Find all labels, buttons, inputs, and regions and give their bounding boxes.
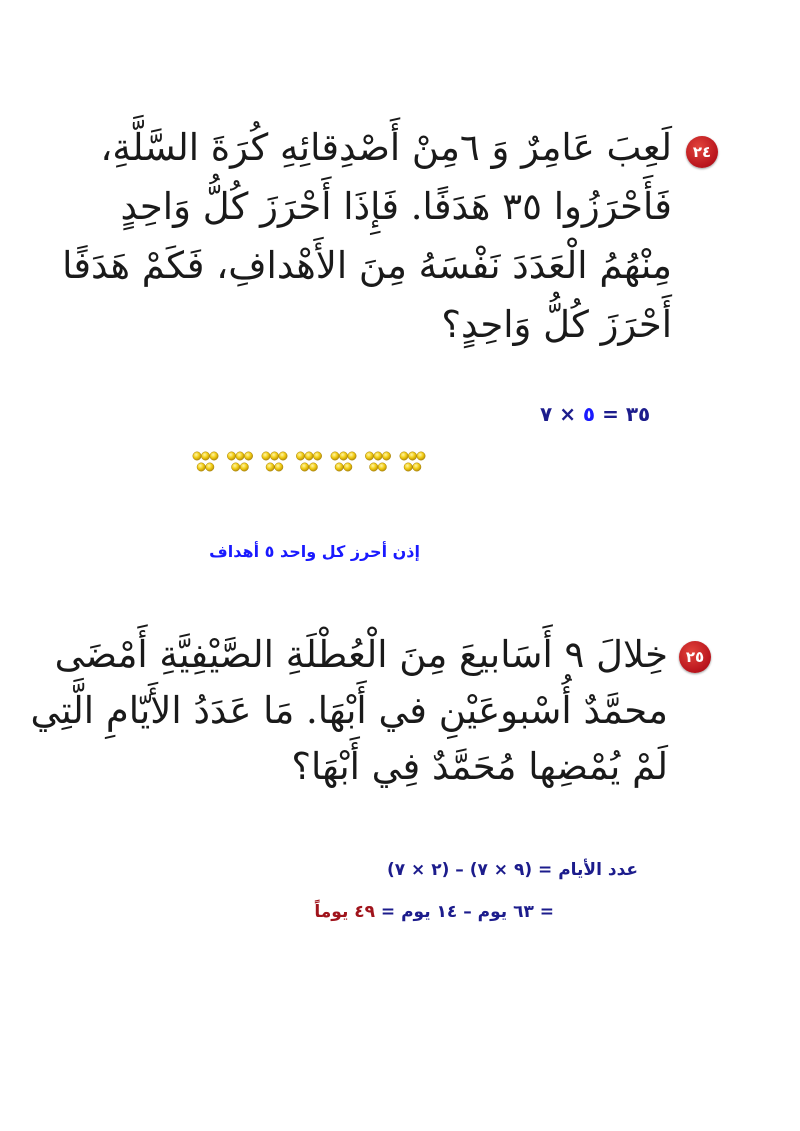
- problem-24-answer-text: إذن أحرز كل واحد ٥ أهداف: [209, 542, 420, 561]
- coin: [275, 463, 283, 471]
- coin: [197, 463, 205, 471]
- equation-times: ×: [559, 402, 576, 426]
- problem-24-number-badge: ٢٤: [686, 136, 718, 168]
- problem-25-number-badge: ٢٥: [679, 641, 711, 673]
- coin: [365, 452, 373, 460]
- problem-24-text: [62, 118, 672, 354]
- problem-25-line: محمَّدٌ أُسْبوعَيْنِ في أَبْهَا. مَا عَدَدُ الأَيّامِ الَّتِي: [30, 689, 668, 732]
- coin: [232, 463, 240, 471]
- coin: [374, 452, 382, 460]
- coin-group: [193, 452, 425, 471]
- coin: [400, 452, 408, 460]
- coin: [296, 452, 304, 460]
- coin: [266, 463, 274, 471]
- problem-25-text: [30, 627, 668, 795]
- problem-25-line: خِلالَ ٩ أَسَابيعَ مِنَ الْعُطْلَةِ الصَّيْفِيَّةِ أَمْضَى: [54, 633, 668, 676]
- coin: [378, 463, 386, 471]
- coin: [210, 452, 218, 460]
- coin: [270, 452, 278, 460]
- coin: [313, 452, 321, 460]
- coin: [227, 452, 235, 460]
- coin: [382, 452, 390, 460]
- coin: [344, 463, 352, 471]
- coin: [339, 452, 347, 460]
- coin: [206, 463, 214, 471]
- coin: [408, 452, 416, 460]
- coin: [309, 463, 317, 471]
- equation-total: ٣٥: [625, 402, 651, 426]
- coin: [244, 452, 252, 460]
- equation-answer: ٥: [582, 402, 596, 426]
- coin: [348, 452, 356, 460]
- coin: [413, 463, 421, 471]
- coin: [404, 463, 412, 471]
- coin: [201, 452, 209, 460]
- coin: [305, 452, 313, 460]
- coin: [240, 463, 248, 471]
- coin: [417, 452, 425, 460]
- problem-24-line: أَحْرَزَ كُلُّ وَاحِدٍ؟: [441, 303, 672, 346]
- equation-multiplier: ٧: [540, 402, 553, 426]
- problem-24-line: مِنْهُمُ الْعَدَدَ نَفْسَهُ مِنَ الأَهْدافِ، فَكَمْ هَدَفًا: [62, 244, 672, 287]
- coin: [331, 452, 339, 460]
- coin: [193, 452, 201, 460]
- coin: [335, 463, 343, 471]
- problem-25-solution-line-1: عدد الأيام = (٩ × ٧) – (٢ × ٧): [386, 860, 638, 880]
- problem-24-equation: [540, 402, 650, 426]
- coin: [301, 463, 309, 471]
- problem-24-line: فَأَحْرَزُوا ٣٥ هَدَفًا. فَإِذَا أَحْرَزَ كُلُّ وَاحِدٍ: [120, 185, 672, 228]
- equation-equals: =: [602, 402, 619, 426]
- coin: [370, 463, 378, 471]
- coin: [262, 452, 270, 460]
- solution-line-2-answer: ٤٩ يوماً: [314, 902, 376, 922]
- coin: [236, 452, 244, 460]
- problem-24-line: لَعِبَ عَامِرٌ وَ ٦مِنْ أَصْدِقائِهِ كُرَةَ السَّلَّةِ،: [100, 126, 672, 169]
- problem-25-solution-line-2: [314, 902, 554, 922]
- solution-line-2-prefix: = ٦٣ يوم – ١٤ يوم =: [375, 902, 554, 922]
- coin: [279, 452, 287, 460]
- goal-coins-illustration: [192, 450, 434, 474]
- problem-25-line: لَمْ يُمْضِها مُحَمَّدٌ فِي أَبْهَا؟: [291, 745, 668, 788]
